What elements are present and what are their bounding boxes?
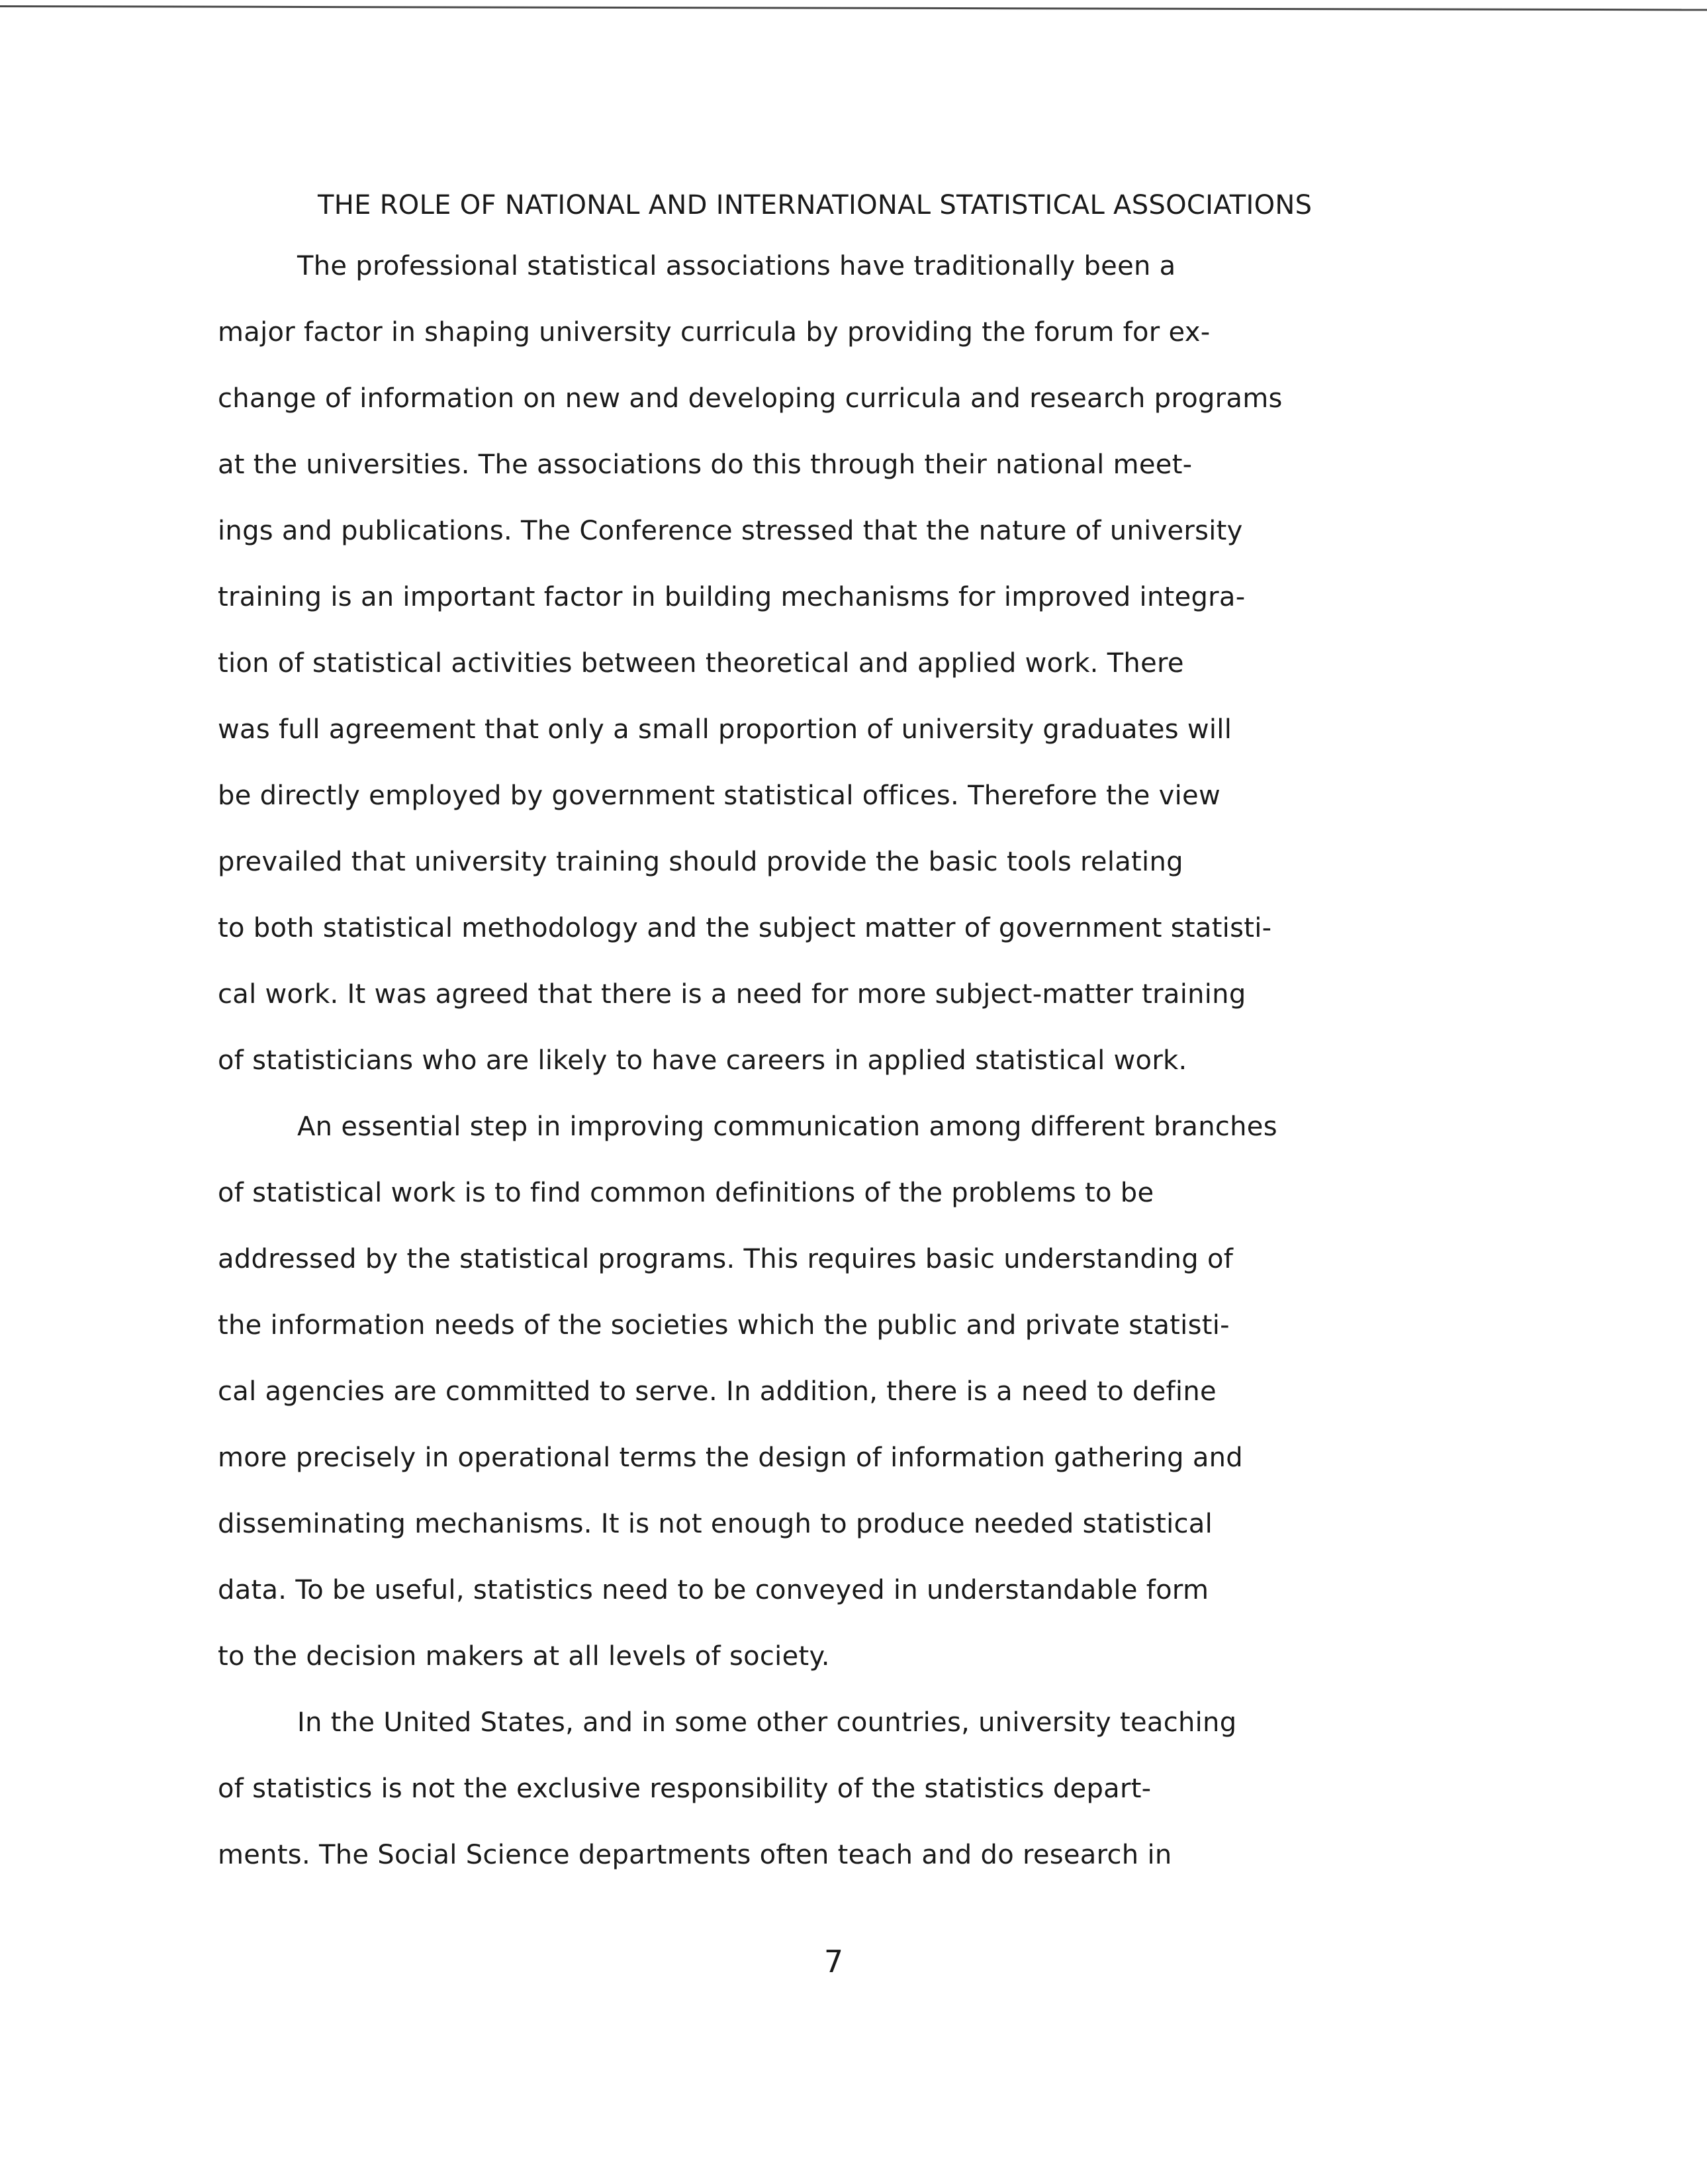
text-line: addressed by the statistical programs. This requires basic understanding of (218, 1244, 1234, 1274)
text-line: at the universities. The associations do this through their national meet- (218, 450, 1193, 480)
text-line: training is an important factor in building mechanisms for improved integra- (218, 582, 1246, 612)
paragraph-1 (218, 233, 1515, 1094)
section-title: THE ROLE OF NATIONAL AND INTERNATIONAL STATISTICAL ASSOCIATIONS (318, 190, 1313, 220)
text-line: data. To be useful, statistics need to be conveyed in understandable form (218, 1575, 1209, 1605)
text-line: change of information on new and developing curricula and research programs (218, 383, 1283, 414)
paragraph-3 (218, 1689, 1515, 1888)
paragraph-2 (218, 1094, 1515, 1689)
text-line: In the United States, and in some other countries, university teaching (297, 1707, 1237, 1738)
text-line: tion of statistical activities between theoretical and applied work. There (218, 648, 1184, 679)
text-line: major factor in shaping university curricula by providing the forum for ex- (218, 317, 1211, 348)
text-line: The professional statistical associations have traditionally been a (297, 251, 1176, 281)
top-rule (0, 5, 1707, 11)
text-line: cal work. It was agreed that there is a need for more subject-matter training (218, 979, 1246, 1010)
text-line: to the decision makers at all levels of society. (218, 1641, 830, 1672)
text-line: was full agreement that only a small proportion of university graduates will (218, 714, 1232, 745)
text-line: the information needs of the societies which the public and private statisti- (218, 1310, 1230, 1341)
text-line: ings and publications. The Conference stressed that the nature of university (218, 516, 1243, 546)
text-line: prevailed that university training should provide the basic tools relating (218, 847, 1183, 877)
text-line: of statisticians who are likely to have careers in applied statistical work. (218, 1045, 1187, 1076)
text-line: cal agencies are committed to serve. In addition, there is a need to define (218, 1376, 1217, 1407)
text-line: more precisely in operational terms the design of information gathering and (218, 1443, 1244, 1473)
text-line: of statistical work is to find common definitions of the problems to be (218, 1178, 1154, 1208)
text-line: to both statistical methodology and the subject matter of government statisti- (218, 913, 1272, 943)
text-line: be directly employed by government statistical offices. Therefore the view (218, 781, 1221, 811)
page-number: 7 (823, 1944, 844, 1979)
text-line: ments. The Social Science departments often teach and do research in (218, 1840, 1172, 1870)
page-content (218, 189, 1515, 1888)
text-line: of statistics is not the exclusive responsibility of the statistics depart- (218, 1774, 1152, 1804)
text-line: An essential step in improving communication among different branches (297, 1112, 1277, 1142)
text-line: disseminating mechanisms. It is not enough to produce needed statistical (218, 1509, 1213, 1539)
